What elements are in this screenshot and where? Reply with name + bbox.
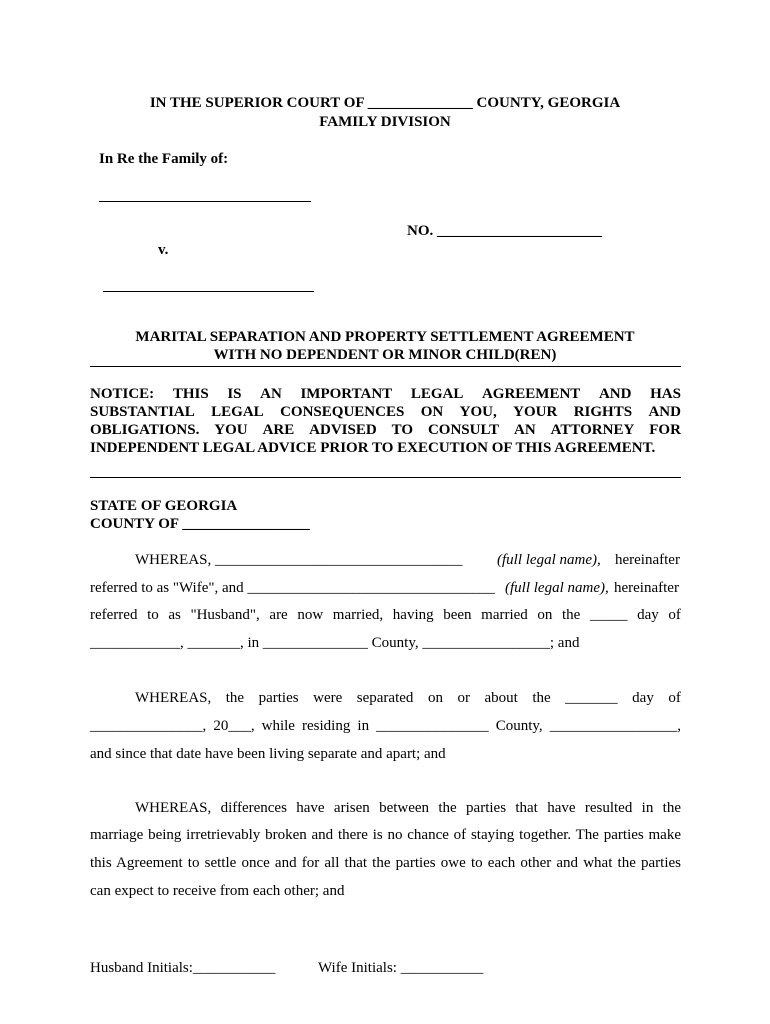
division-heading: FAMILY DIVISION: [319, 114, 451, 130]
court-heading: IN THE SUPERIOR COURT OF ______________ COUNTY, GEORGIA: [149, 95, 621, 111]
para1-line3: referred to as "Husband", are now married, having been married on the _____ day of: [90, 607, 681, 623]
agreement-title-line2: WITH NO DEPENDENT OR MINOR CHILD(REN): [213, 347, 557, 363]
para1-line2-end: hereinafter: [614, 580, 679, 596]
para1-line2-text: referred to as "Wife", and _________________________________: [90, 580, 495, 596]
notice-rule: [90, 477, 681, 478]
husband-initials-field[interactable]: Husband Initials:___________: [90, 960, 276, 976]
para1-line1-end: hereinafter: [615, 552, 680, 568]
party-one-blank[interactable]: [99, 201, 311, 202]
venue-state: STATE OF GEORGIA: [90, 498, 238, 514]
party-two-blank[interactable]: [103, 291, 314, 292]
case-number: NO. ______________________: [407, 223, 602, 239]
notice-line2: SUBSTANTIAL LEGAL CONSEQUENCES ON YOU, YOUR RIGHTS AND: [90, 404, 681, 420]
notice-line4: INDEPENDENT LEGAL ADVICE PRIOR TO EXECUTION OF THIS AGREEMENT.: [90, 440, 656, 456]
para2-line1: WHEREAS, the parties were separated on or about the _______ day of: [135, 690, 681, 706]
para3-line2: marriage being irretrievably broken and there is no chance of staying together. The parties make: [90, 827, 681, 843]
para2-line3: and since that date have been living separate and apart; and: [90, 746, 446, 762]
para3-line1: WHEREAS, differences have arisen between the parties that have resulted in the: [135, 800, 681, 816]
agreement-title-line1: MARITAL SEPARATION AND PROPERTY SETTLEMENT AGREEMENT: [135, 329, 635, 345]
para1-line1-italic: (full legal name),: [497, 552, 601, 568]
notice-line3: OBLIGATIONS. YOU ARE ADVISED TO CONSULT AN ATTORNEY FOR: [90, 422, 681, 438]
para2-line2: _______________, 20___, while residing in _______________ County, _________________,: [90, 718, 681, 734]
para1-line4: ____________, _______, in ______________ County, _________________; and: [90, 635, 580, 651]
versus-label: v.: [158, 242, 169, 258]
in-re-label: In Re the Family of:: [99, 151, 229, 167]
title-rule: [90, 366, 681, 367]
notice-line1: NOTICE: THIS IS AN IMPORTANT LEGAL AGREEMENT AND HAS: [90, 386, 681, 402]
venue-county: COUNTY OF _________________: [90, 516, 310, 532]
para3-line4: can expect to receive from each other; and: [90, 883, 345, 899]
wife-initials-field[interactable]: Wife Initials: ___________: [318, 960, 484, 976]
para3-line3: this Agreement to settle once and for all that the parties owe to each other and what the parties: [90, 855, 681, 871]
para1-line1-text: WHEREAS, _________________________________: [135, 552, 463, 568]
para1-line2-italic: (full legal name),: [505, 580, 609, 596]
